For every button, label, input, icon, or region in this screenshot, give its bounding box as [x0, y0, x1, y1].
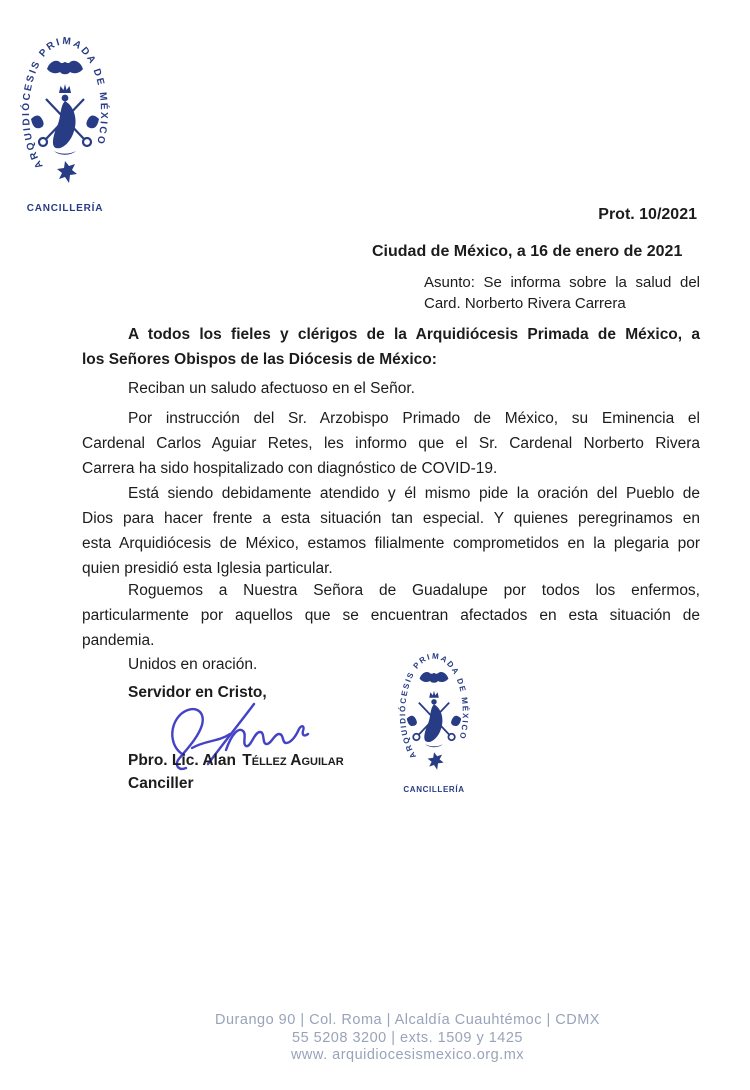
closing-line: Unidos en oración. — [128, 656, 258, 673]
footer-phone: 55 5208 3200 | exts. 1509 y 1425 — [292, 1029, 523, 1046]
signer-title: Canciller — [128, 775, 194, 792]
text-line: esta Arquidiócesis de México, estamos filialmente comprometidos en la plegaria por — [82, 535, 700, 552]
text-line: Asunto: Se informa sobre la salud del — [424, 274, 700, 291]
text-line: Roguemos a Nuestra Señora de Guadalupe por todos los enfermos, — [128, 582, 700, 599]
text-line: A todos los fieles y clérigos de la Arquidiócesis Primada de México, a — [128, 326, 700, 343]
dateline: Ciudad de México, a 16 de enero de 2021 — [372, 243, 683, 260]
text-line: Dios para hacer frente a esta situación tan especial. Y quienes peregrinamos en — [82, 510, 700, 527]
paragraph-instruccion — [82, 406, 700, 481]
footer-address: Durango 90 | Col. Roma | Alcaldía Cuauhtémoc | CDMX — [215, 1012, 600, 1028]
text-line: Está siendo debidamente atendido y él mismo pide la oración del Pueblo de — [128, 485, 700, 502]
text-line: Card. Norberto Rivera Carrera — [424, 294, 626, 312]
text-line: pandemia. — [82, 632, 155, 649]
footer — [80, 1012, 735, 1065]
text-line: quien presidió esta Iglesia particular. — [82, 560, 333, 577]
signer-name-prefix: Pbro. Lic. Alan — [128, 752, 236, 769]
text-line: Carrera ha sido hospitalizado con diagnóstico de COVID-19. — [82, 460, 498, 477]
text-line: Cardenal Carlos Aguiar Retes, les informo que el Sr. Cardenal Norberto Rivera — [82, 435, 700, 452]
text-line: Por instrucción del Sr. Arzobispo Primado de México, su Eminencia el — [128, 410, 700, 427]
protocol-number: Prot. 10/2021 — [598, 206, 697, 223]
signer-name — [82, 748, 746, 773]
salutation — [82, 322, 700, 372]
paragraph-roguemos — [82, 578, 700, 653]
valediction: Servidor en Cristo, — [128, 684, 267, 701]
text-line: particularmente por aquellos que se encuentran afectados en esta situación de — [82, 607, 700, 624]
text-line: los Señores Obispos de las Diócesis de México: — [82, 351, 437, 368]
paragraph-atendido — [82, 481, 700, 581]
footer-website: www. arquidiocesismexico.org.mx — [290, 1047, 525, 1063]
subject-block — [424, 273, 700, 314]
signer-surname: Téllez Aguilar — [242, 752, 344, 769]
greeting: Reciban un saludo afectuoso en el Señor. — [128, 380, 415, 397]
archdiocese-seal-icon — [10, 27, 120, 217]
